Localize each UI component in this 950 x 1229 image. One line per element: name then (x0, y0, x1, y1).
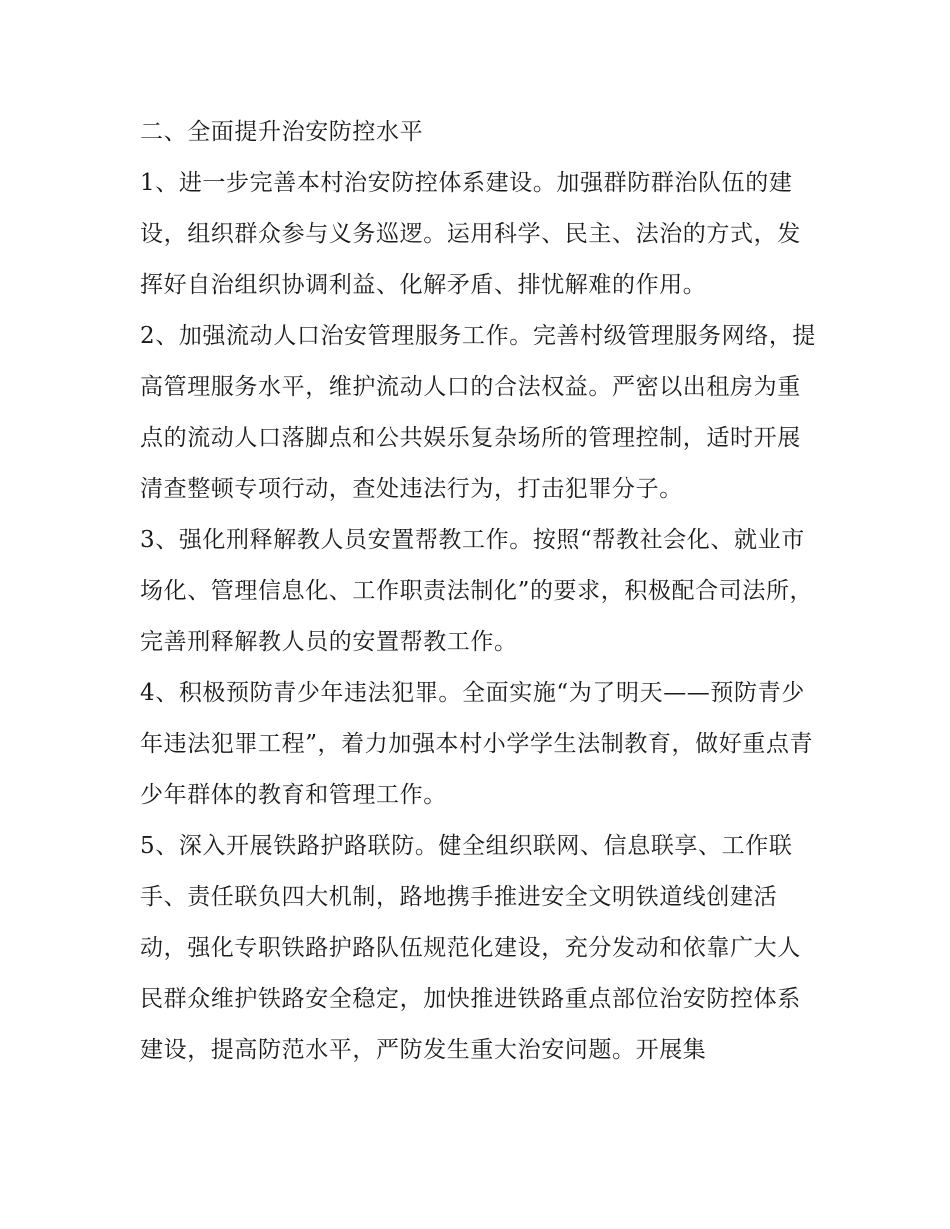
paragraph-3: 3、强化刑释解教人员安置帮教工作。按照“帮教社会化、就业市场化、管理信息化、工作职责法制化”的要求，积极配合司法所，完善刑释解教人员的安置帮教工作。 (140, 527, 814, 655)
paragraph-1: 1、进一步完善本村治安防控体系建设。加强群防群治队伍的建设，组织群众参与义务巡逻。运用科学、民主、法治的方式，发挥好自治组织协调利益、化解矛盾、排忧解难的作用。 (140, 170, 801, 298)
paragraph-4: 4、积极预防青少年违法犯罪。全面实施“为了明天——预防青少年违法犯罪工程”，着力加强本村小学学生法制教育，做好重点青少年群体的教育和管理工作。 (140, 680, 814, 808)
paragraph-5: 5、深入开展铁路护路联防。健全组织联网、信息联享、工作联手、责任联负四大机制，路地携手推进安全文明铁道线创建活动，强化专职铁路护路队伍规范化建设，充分发动和依靠广大人民群众维护铁路安全稳定，加快推进铁路重点部位治安防控体系建设，提高防范水平，严防发生重大治安问题。开展集 (140, 833, 801, 1063)
paragraph-2: 2、加强流动人口治安管理服务工作。完善村级管理服务网络，提高管理服务水平，维护流动人口的合法权益。严密以出租房为重点的流动人口落脚点和公共娱乐复杂场所的管理控制，适时开展清查整顿专项行动，查处违法行为，打击犯罪分子。 (140, 323, 817, 502)
section-heading: 二、全面提升治安防控水平 (140, 119, 424, 145)
document-body (140, 107, 820, 1076)
